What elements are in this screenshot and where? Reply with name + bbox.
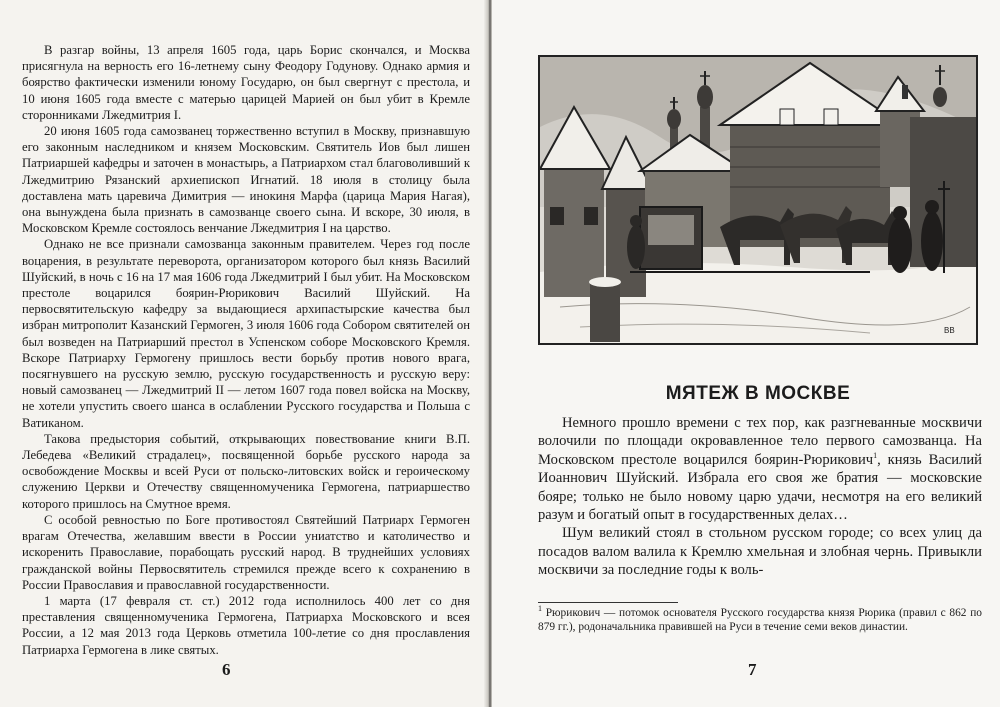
footnote: [538, 606, 982, 634]
right-page-number: 7: [748, 660, 757, 679]
left-paragraph-2: 20 июня 1605 года самозванец торжественно вступил в Москву, признавшую его законным наследником и князем Московским. Святитель Иов был лишен Патриаршей кафедры и заточен в монастырь, а Патриархом стал благоволивший к Лжедмитрию Рязанский архиепископ Игнатий. 18 июля в столицу была доставлена мать царевича Димитрия — инокиня Марфа (царица Мария Нагая), она вынуждена была признать в самозванце своего сына. И вскоре, 30 июля, в Московском Кремле состоялось венчание Лжедмитрия I на царство.: [22, 124, 470, 236]
right-paragraph-1: [538, 414, 982, 524]
right-paragraph-1-part-a: Немного прошло времени с тех пор, как разгневанные москвичи волочили по площади окровавленное тело первого самозванца. На Московском престоле воцарился боярин-Рюрикович: [538, 415, 982, 468]
winter-town-sleigh-illustration: [540, 57, 976, 343]
left-page: [0, 0, 488, 707]
left-paragraph-1: В разгар войны, 13 апреля 1605 года, царь Борис скончался, и Москва присягнула на верность его 16-летнему сыну Феодору Годунову. Однако армия и боярство фактически изменили юному Государю, он был свергнут с престола, и 10 июня 1605 года вместе с матерью царицей Марией он был убит в Кремле сторонниками Лжедмитрия I.: [22, 43, 470, 122]
left-paragraph-3: Однако не все признали самозванца законным правителем. Через год после воцарения, в результате переворота, организатором которого был князь Василий Шуйский, в ночь с 16 на 17 мая 1606 года Лжедмитрий I был убит. На Московском престоле воцарился боярин-Рюрикович Василий Шуйский. На первосвятительскую кафедру за выдающиеся архипастырские качества был избран митрополит Казанский Гермоген, 3 июля 1606 года Собором святителей он был возведен на Патриарший престол в Успенском соборе Московского Кремля. Вскоре Патриарху Гермогену пришлось вести борьбу против нового врага, посягнувшего на русскую землю, русскую государственность и русскую веру: новый самозванец — Лжедмитрий II — летом 1607 года повел войска на Москву, не хотели упустить своего шанса в ослаблении Русского государства и Польша с Ватиканом.: [22, 237, 470, 430]
right-paragraph-1-part-b: , князь Василий Иоаннович Шуйский. Избрала его своя же братия — московские бояре; только не было новому царю удачи, несмотря на его великий разум и богатый опыт в государственных делах…: [538, 451, 982, 524]
right-paragraph-2: Шум великий стоял в стольном русском городе; со всех улиц да посадов валом валила к Кремлю хмельная и злобная чернь. Привыкли москвичи за последние годы к воль-: [538, 525, 982, 579]
left-paragraph-5: С особой ревностью по Боге противостоял Святейший Патриарх Гермоген врагам Отечества, желавшим ввести в России униатство и католичество и искоренить Православие, порабощать русский народ. В труднейших условиях гражданской войны Первосвятитель стремился прежде всего к сохранению в России Православия и православной государственности.: [22, 512, 470, 592]
left-page-number: 6: [222, 660, 231, 679]
illustration-signature: ВВ: [944, 326, 955, 335]
left-page-text: [22, 42, 470, 658]
footnote-divider: [538, 602, 678, 603]
footnote-number: 1: [538, 604, 542, 614]
right-page-text: [538, 414, 982, 580]
chapter-title: МЯТЕЖ В МОСКВЕ: [665, 383, 851, 404]
footnote-marker: 1: [873, 450, 878, 460]
left-paragraph-6: 1 марта (17 февраля ст. ст.) 2012 года исполнилось 400 лет со дня преставления священномученика Гермогена, Патриарха Московского и всея России, а 12 мая 2013 года Церковь отметила 100-летие со дня прославления Патриарха Гермогена в лике святых.: [22, 593, 470, 657]
chapter-illustration: [538, 55, 978, 345]
footnote-text: Рюрикович — потомок основателя Русского государства князя Рюрика (правил с 862 по 879 гг.), родоначальника правившей на Руси в течение семи веков династии.: [538, 607, 982, 634]
left-paragraph-4: Такова предыстория событий, открывающих повествование книги В.П. Лебедева «Великий страдалец», посвященной борьбе русского народа за освобождение Москвы и всей Руси от польско-литовских войск и героическому служению Церкви и Отечеству священномученика Гермогена, патриаршество которого пришлось на Смутное время.: [22, 431, 470, 511]
